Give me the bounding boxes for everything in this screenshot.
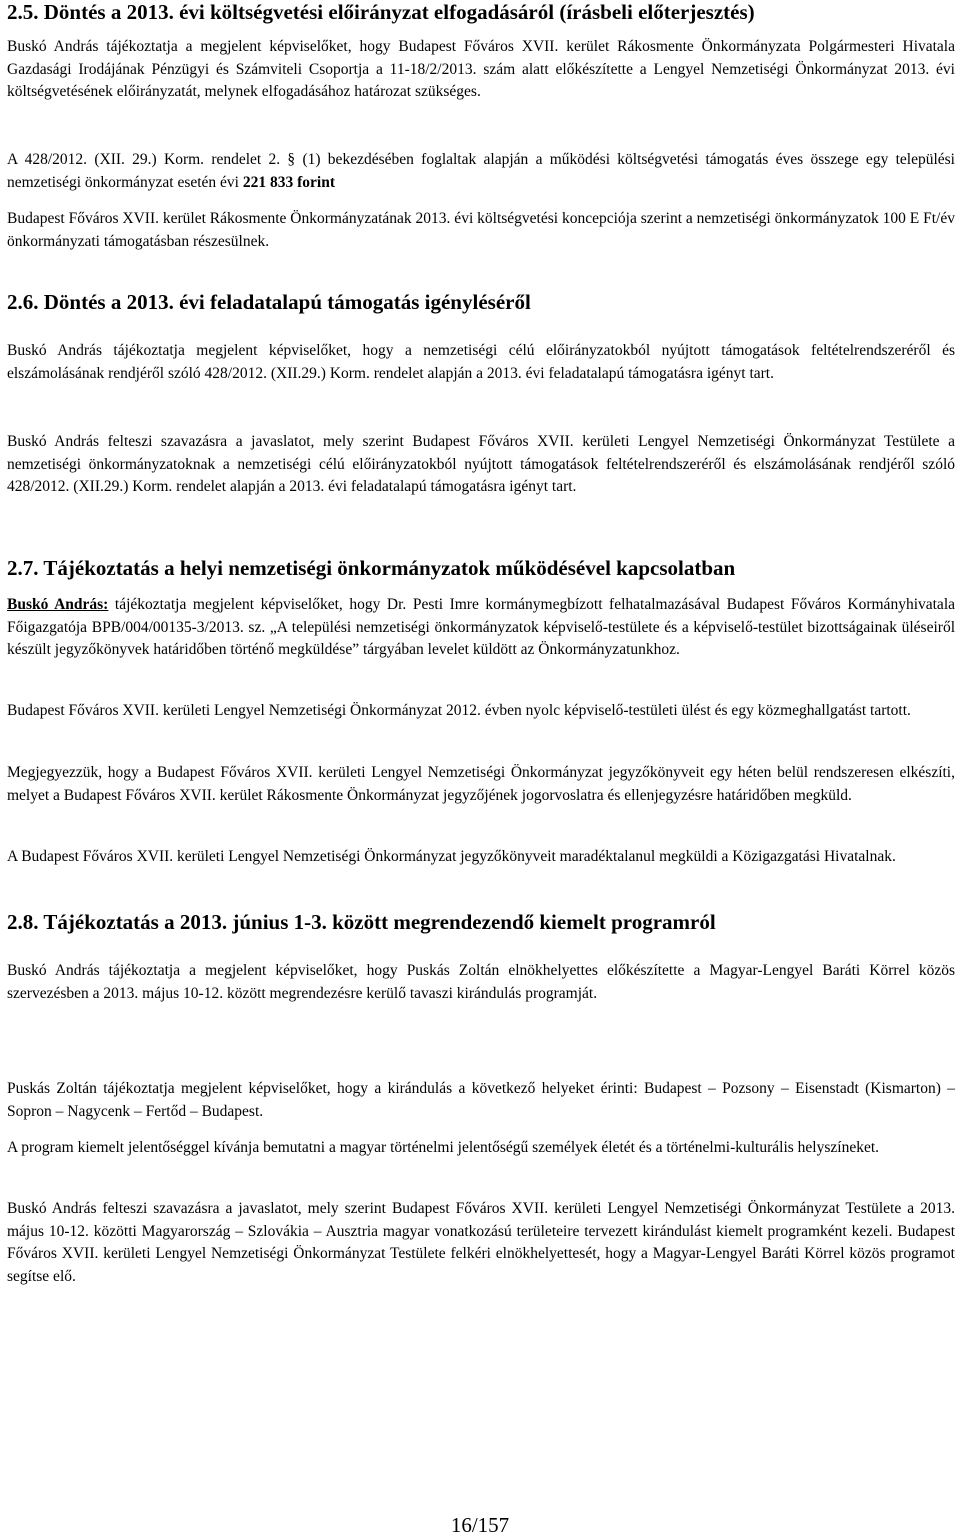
s27-paragraph-3: Megjegyezzük, hogy a Budapest Főváros XVII. kerületi Lengyel Nemzetiségi Önkormányzat jegyzőkönyveit egy héten belül rendszeresen elkészíti, melyet a Budapest Főváros XVII. kerület Rákosmente Önkormányzat jegyzőjének jogorvoslatra és ellenjegyzésre határidőben megküld. — [7, 764, 955, 804]
s28-paragraph-4: Buskó András felteszi szavazásra a javaslatot, mely szerint Budapest Főváros XVII. kerületi Lengyel Nemzetiségi Önkormányzat Testülete a 2013. május 10-12. közötti Magyarország – Szlovákia – Ausztria magyar vonatkozású területeire tervezett kirándulást kiemelt programként kezeli. Budapest Főváros XVII. kerületi Lengyel Nemzetiségi Önkormányzat Testülete felkéri elnökhelyettesét, hogy a Magyar-Lengyel Baráti Körrel közös programot segítse elő. — [7, 1200, 955, 1285]
section-2-5-title: 2.5. Döntés a 2013. évi költségvetési előirányzat elfogadásáról (írásbeli előterjesztés) — [7, 0, 755, 24]
section-2-8-title: 2.8. Tájékoztatás a 2013. június 1-3. között megrendezendő kiemelt programról — [7, 910, 716, 934]
s26-paragraph-1: Buskó András tájékoztatja megjelent képviselőket, hogy a nemzetiségi célú előirányzatokból nyújtott támogatások feltételrendszeréről és elszámolásának rendjéről szóló 428/2012. (XII.29.) Korm. rendelet alapján a 2013. évi feladatalapú támogatásra igényt tart. — [7, 342, 955, 382]
section-2-6-title: 2.6. Döntés a 2013. évi feladatalapú támogatás igényléséről — [7, 290, 531, 314]
s25-paragraph-3: Budapest Főváros XVII. kerület Rákosmente Önkormányzatának 2013. évi költségvetési koncepciója szerint a nemzetiségi önkormányzatok 100 E Ft/év önkormányzati támogatásban részesülnek. — [7, 210, 955, 250]
section-2-7-title: 2.7. Tájékoztatás a helyi nemzetiségi önkormányzatok működésével kapcsolatban — [7, 556, 736, 580]
s25-paragraph-2 — [7, 149, 955, 194]
s25-paragraph-1: Buskó András tájékoztatja a megjelent képviselőket, hogy Budapest Főváros XVII. kerület Rákosmente Önkormányzata Polgármesteri Hivatala Gazdasági Irodájának Pénzügyi és Számviteli Csoportja a 11-18/2/2013. szám alatt előkészítette a Lengyel Nemzetiségi Önkormányzat 2013. évi költségvetésének előirányzatát, melynek elfogadásához határozat szükséges. — [7, 38, 955, 100]
page-number: 16/157 — [450, 1513, 510, 1537]
s27-paragraph-2: Budapest Főváros XVII. kerületi Lengyel Nemzetiségi Önkormányzat 2012. évben nyolc képviselő-testületi ülést és egy közmeghallgatást tartott. — [7, 702, 911, 719]
s28-paragraph-1: Buskó András tájékoztatja a megjelent képviselőket, hogy Puskás Zoltán elnökhelyettes előkészítette a Magyar-Lengyel Baráti Körrel közös szervezésben a 2013. május 10-12. között megrendezésre kerülő tavaszi kirándulás programját. — [7, 962, 955, 1002]
s27-paragraph-1-text: tájékoztatja megjelent képviselőket, hogy Dr. Pesti Imre kormánymegbízott felhatalmazásával Budapest Főváros Kormányhivatala Főigazgatója BPB/004/00135-3/2013. sz. „A települési nemzetiségi önkormányzatok képviselő-testülete és a képviselő-testület bizottságainak üléseiről készült jegyzőkönyvek határidőben történő megküldése” tárgyában levelet küldött az Önkormányzatunkhoz. — [7, 596, 956, 658]
s28-paragraph-2: Puskás Zoltán tájékoztatja megjelent képviselőket, hogy a kirándulás a következő helyeket érinti: Budapest – Pozsony – Eisenstadt (Kismarton) – Sopron – Nagycenk – Fertőd – Budapest. — [7, 1080, 955, 1120]
s28-paragraph-3: A program kiemelt jelentőséggel kívánja bemutatni a magyar történelmi jelentőségű személyek életét és a történelmi-kulturális helyszíneket. — [7, 1139, 880, 1156]
s27-paragraph-1 — [7, 594, 955, 662]
s25-paragraph-2-text: A 428/2012. (XII. 29.) Korm. rendelet 2. § (1) bekezdésében foglaltak alapján a működési költségvetési támogatás éves összege egy települési nemzetiségi önkormányzat esetén évi — [7, 151, 955, 191]
s27-paragraph-4: A Budapest Főváros XVII. kerületi Lengyel Nemzetiségi Önkormányzat jegyzőkönyveit maradéktalanul megküldi a Közigazgatási Hivatalnak. — [7, 848, 896, 865]
support-amount: 221 833 forint — [242, 173, 335, 191]
speaker-name: Buskó András: — [7, 596, 109, 613]
s26-paragraph-2: Buskó András felteszi szavazásra a javaslatot, mely szerint Budapest Főváros XVII. kerületi Lengyel Nemzetiségi Önkormányzat Testülete a nemzetiségi önkormányzatoknak a nemzetiségi célú előirányzatokból nyújtott támogatások feltételrendszeréről és elszámolásának rendjéről szóló 428/2012. (XII.29.) Korm. rendelet alapján a 2013. évi feladatalapú támogatásra igényt tart. — [7, 433, 955, 495]
